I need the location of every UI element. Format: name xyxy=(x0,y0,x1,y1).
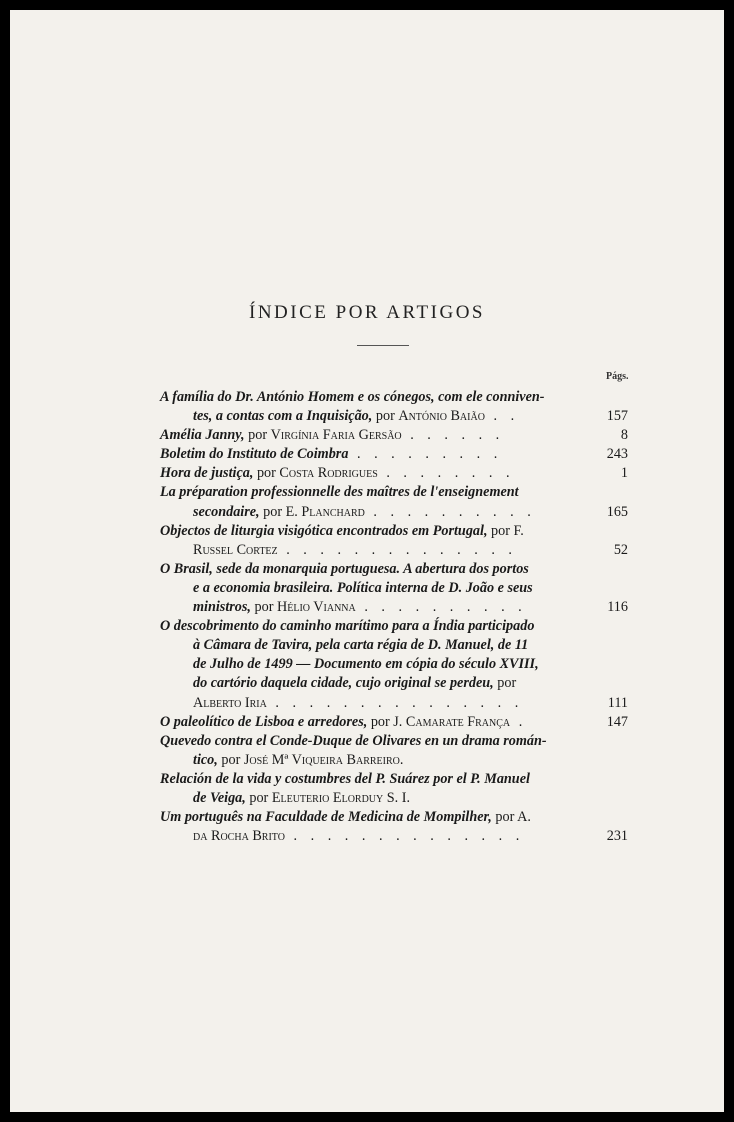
entry-por: por xyxy=(217,751,244,768)
entry-por: por xyxy=(245,789,272,806)
toc-entry[interactable] xyxy=(160,732,628,770)
entry-title: Um português na Faculdade de Medicina de Mompilher, xyxy=(160,809,492,826)
toc-entry[interactable] xyxy=(160,808,628,846)
entry-title: ministros, xyxy=(193,599,251,616)
entry-page-number: 165 xyxy=(606,503,628,520)
entry-page-number: 1 xyxy=(620,465,628,482)
entry-page-number: 243 xyxy=(606,446,628,463)
toc-entry[interactable] xyxy=(160,522,628,560)
entry-page-number: 111 xyxy=(607,694,628,711)
entry-leader-dots: . xyxy=(510,713,528,730)
entry-page-number: 8 xyxy=(620,427,628,444)
entry-author: E. Planchard xyxy=(285,503,365,520)
entry-por: por A. xyxy=(491,809,531,826)
page xyxy=(10,10,724,1112)
entry-author: Hélio Vianna xyxy=(276,599,356,616)
entry-leader-dots: . . . . . . . . . xyxy=(348,446,503,463)
entry-leader-dots: . . . . . . . . . . . . . . . xyxy=(266,694,524,711)
entry-title-line: e a economia brasileira. Política interna de D. João e seus xyxy=(193,579,533,596)
entry-author: José Mª Viqueira Barreiro. xyxy=(243,751,404,768)
entry-title-line: Quevedo contra el Conde-Duque de Olivares en un drama román- xyxy=(160,732,547,749)
entry-title-line: Relación de la vida y costumbres del P. Suárez por el P. Manuel xyxy=(160,770,530,787)
entry-title-line: O descobrimento do caminho marítimo para a Índia participado xyxy=(160,618,535,635)
entry-title: de Veiga, xyxy=(193,789,246,806)
entry-author: Alberto Iria xyxy=(193,694,267,711)
entry-leader-dots: . . . . . . . . . . xyxy=(355,599,527,616)
entry-title: tico, xyxy=(193,751,218,768)
toc-entry[interactable] xyxy=(160,426,628,445)
entry-title: do cartório daquela cidade, cujo original se perdeu, xyxy=(193,675,494,692)
entry-author: Virgínia Faria Gersão xyxy=(270,427,402,444)
entry-title: Hora de justiça, xyxy=(160,465,254,482)
page-title: ÍNDICE POR ARTIGOS xyxy=(249,302,485,323)
toc-entry[interactable] xyxy=(160,388,628,426)
toc-entry[interactable] xyxy=(160,483,628,521)
entry-page-number: 157 xyxy=(606,408,628,425)
entry-title-line: à Câmara de Tavira, pela carta régia de D. Manuel, de 11 xyxy=(193,637,529,654)
entry-title-line: O Brasil, sede da monarquia portuguesa. A abertura dos portos xyxy=(160,560,529,577)
entry-por: por xyxy=(253,465,280,482)
entry-por: por xyxy=(493,675,517,692)
pages-column-label: Págs. xyxy=(606,371,629,382)
entry-por: por F. xyxy=(487,522,524,539)
toc-entry[interactable] xyxy=(160,713,628,732)
entry-leader-dots: . . xyxy=(484,408,520,425)
entry-title: Objectos de liturgia visigótica encontrados em Portugal, xyxy=(160,522,488,539)
entry-page-number: 147 xyxy=(606,713,628,730)
entry-page-number: 52 xyxy=(613,541,628,558)
toc-entry[interactable] xyxy=(160,617,628,712)
entry-leader-dots: . . . . . . . . . . xyxy=(364,503,536,520)
toc-entry[interactable] xyxy=(160,560,628,617)
entry-por: por xyxy=(259,503,286,520)
entry-author: J. Camarate França xyxy=(393,713,511,730)
entry-title-line: La préparation professionnelle des maîtres de l'enseignement xyxy=(160,484,519,501)
entry-leader-dots: . . . . . . . . . . . . . . xyxy=(284,828,525,845)
table-of-contents xyxy=(160,388,628,846)
toc-entry[interactable] xyxy=(160,464,628,483)
entry-page-number: 231 xyxy=(606,828,628,845)
entry-title: Amélia Janny, xyxy=(160,427,245,444)
entry-title: secondaire, xyxy=(193,503,260,520)
entry-author: Russel Cortez xyxy=(193,541,278,558)
entry-leader-dots: . . . . . . . . xyxy=(377,465,515,482)
entry-title: Boletim do Instituto de Coimbra xyxy=(160,446,349,463)
entry-author: Eleuterio Elorduy S. I. xyxy=(271,789,411,806)
entry-title: O paleolítico de Lisboa e arredores, xyxy=(160,713,368,730)
entry-page-number: 116 xyxy=(607,599,628,616)
toc-entry[interactable] xyxy=(160,770,628,808)
entry-leader-dots: . . . . . . . . . . . . . . xyxy=(277,541,517,558)
entry-author: da Rocha Brito xyxy=(193,828,285,845)
entry-por: por xyxy=(244,427,271,444)
entry-leader-dots: . . . . . . xyxy=(401,427,505,444)
entry-title-line: de Julho de 1499 — Documento em cópia do século XVIII, xyxy=(193,656,539,673)
toc-entry[interactable] xyxy=(160,445,628,464)
entry-por: por xyxy=(372,408,399,425)
entry-por: por xyxy=(250,599,277,616)
entry-author: António Baião xyxy=(398,408,485,425)
entry-por: por xyxy=(367,713,394,730)
entry-title: tes, a contas com a Inquisição, xyxy=(193,408,373,425)
entry-author: Costa Rodrigues xyxy=(279,465,378,482)
title-rule xyxy=(357,345,409,346)
entry-title-line: A família do Dr. António Homem e os cónegos, com ele conniven- xyxy=(160,389,545,405)
